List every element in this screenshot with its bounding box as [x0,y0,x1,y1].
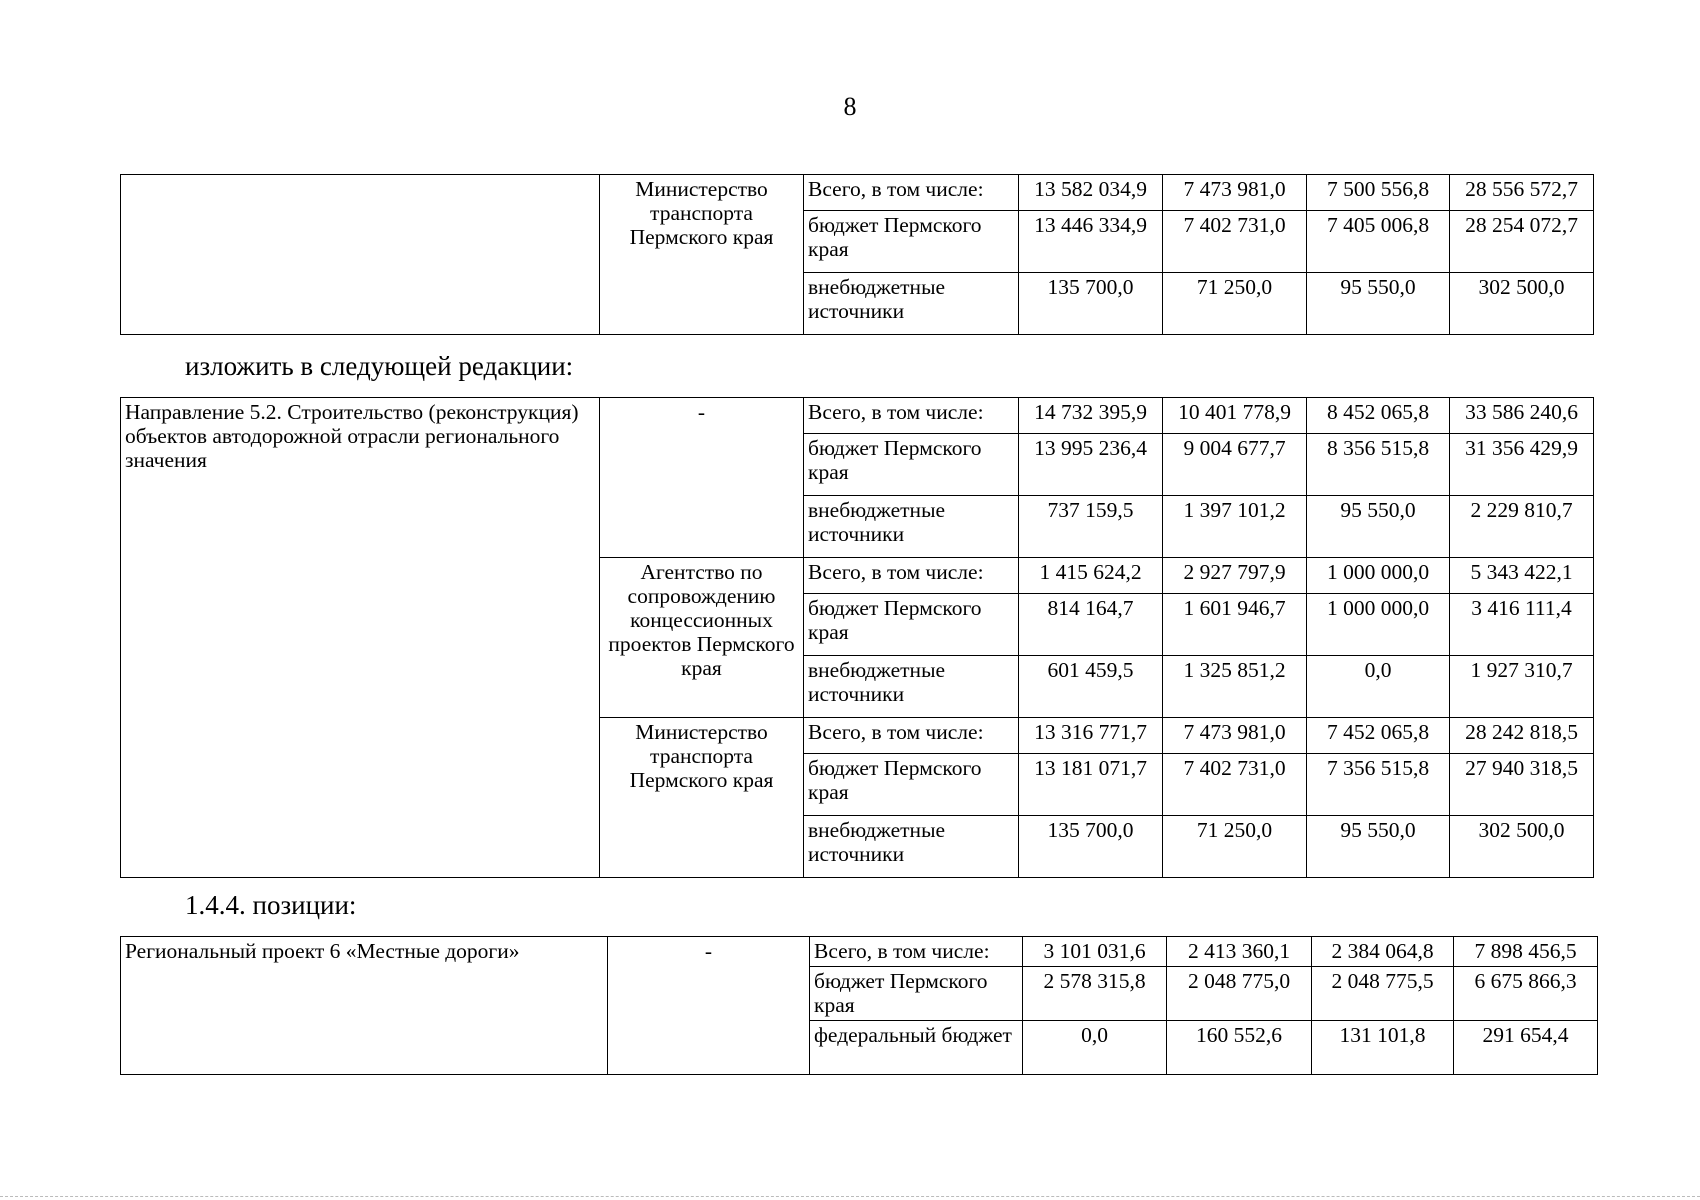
value-cell: 302 500,0 [1450,273,1594,335]
value-cell: 5 343 422,1 [1450,558,1594,594]
value-cell: 28 242 818,5 [1450,718,1594,754]
value-cell: 135 700,0 [1019,816,1163,878]
executor-cell: Министерство транспорта Пермского края [600,718,804,878]
source-cell: внебюджетные источники [804,816,1019,878]
scan-edge-line [0,1196,1700,1198]
value-cell: 160 552,6 [1167,1021,1312,1075]
source-cell: Всего, в том числе: [804,398,1019,434]
value-cell: 1 325 851,2 [1163,656,1307,718]
value-cell: 302 500,0 [1450,816,1594,878]
value-cell: 1 415 624,2 [1019,558,1163,594]
source-cell: Всего, в том числе: [804,718,1019,754]
value-cell: 28 556 572,7 [1450,175,1594,211]
value-cell: 13 582 034,9 [1019,175,1163,211]
source-cell: бюджет Пермского края [804,211,1019,273]
value-cell: 10 401 778,9 [1163,398,1307,434]
table-transport-ministry-old [120,174,1594,335]
value-cell: 131 101,8 [1312,1021,1454,1075]
value-cell: 2 048 775,5 [1312,967,1454,1021]
value-cell: 27 940 318,5 [1450,754,1594,816]
value-cell: 814 164,7 [1019,594,1163,656]
table-row [121,398,1594,434]
value-cell: 7 452 065,8 [1307,718,1450,754]
value-cell: 0,0 [1307,656,1450,718]
value-cell: 95 550,0 [1307,273,1450,335]
value-cell: 7 356 515,8 [1307,754,1450,816]
value-cell: 1 000 000,0 [1307,594,1450,656]
value-cell: 6 675 866,3 [1454,967,1598,1021]
executor-cell: Министерство транспорта Пермского края [600,175,804,335]
value-cell: 7 402 731,0 [1163,211,1307,273]
value-cell: 3 101 031,6 [1023,937,1167,967]
paragraph-new-edition: изложить в следующей редакции: [185,351,574,381]
value-cell: 71 250,0 [1163,816,1307,878]
executor-cell: - [608,937,810,1075]
value-cell: 601 459,5 [1019,656,1163,718]
value-cell: 28 254 072,7 [1450,211,1594,273]
table-row [121,937,1598,967]
source-cell: бюджет Пермского края [804,434,1019,496]
value-cell: 31 356 429,9 [1450,434,1594,496]
paragraph-positions: 1.4.4. позиции: [185,890,357,920]
value-cell: 2 927 797,9 [1163,558,1307,594]
source-cell: бюджет Пермского края [804,594,1019,656]
value-cell: 2 578 315,8 [1023,967,1167,1021]
value-cell: 9 004 677,7 [1163,434,1307,496]
value-cell: 0,0 [1023,1021,1167,1075]
value-cell: 2 229 810,7 [1450,496,1594,558]
value-cell: 7 473 981,0 [1163,718,1307,754]
value-cell: 2 384 064,8 [1312,937,1454,967]
executor-cell: - [600,398,804,558]
value-cell: 7 402 731,0 [1163,754,1307,816]
value-cell: 13 995 236,4 [1019,434,1163,496]
value-cell: 8 356 515,8 [1307,434,1450,496]
value-cell: 1 927 310,7 [1450,656,1594,718]
value-cell: 14 732 395,9 [1019,398,1163,434]
source-cell: внебюджетные источники [804,656,1019,718]
value-cell: 13 316 771,7 [1019,718,1163,754]
value-cell: 13 181 071,7 [1019,754,1163,816]
value-cell: 2 048 775,0 [1167,967,1312,1021]
value-cell: 1 601 946,7 [1163,594,1307,656]
table-row [121,175,1594,211]
value-cell: 95 550,0 [1307,816,1450,878]
source-cell: федеральный бюджет [810,1021,1023,1075]
value-cell: 1 397 101,2 [1163,496,1307,558]
source-cell: Всего, в том числе: [804,558,1019,594]
value-cell: 135 700,0 [1019,273,1163,335]
value-cell: 7 405 006,8 [1307,211,1450,273]
project-name-cell: Региональный проект 6 «Местные дороги» [121,937,608,1075]
source-cell: бюджет Пермского края [810,967,1023,1021]
value-cell: 3 416 111,4 [1450,594,1594,656]
source-cell: Всего, в том числе: [804,175,1019,211]
source-cell: внебюджетные источники [804,496,1019,558]
value-cell: 7 500 556,8 [1307,175,1450,211]
value-cell: 71 250,0 [1163,273,1307,335]
value-cell: 13 446 334,9 [1019,211,1163,273]
executor-cell: Агентство по сопровождению концессионных проектов Пермского края [600,558,804,718]
value-cell: 7 898 456,5 [1454,937,1598,967]
page-number: 8 [843,92,857,121]
value-cell: 7 473 981,0 [1163,175,1307,211]
table-direction-5-2 [120,397,1594,878]
value-cell: 8 452 065,8 [1307,398,1450,434]
table-regional-project-6 [120,936,1598,1075]
value-cell: 95 550,0 [1307,496,1450,558]
source-cell: внебюджетные источники [804,273,1019,335]
value-cell: 291 654,4 [1454,1021,1598,1075]
name-cell-empty [121,175,600,335]
direction-name-cell: Направление 5.2. Строительство (реконструкция) объектов автодорожной отрасли регионального значения [121,398,600,878]
value-cell: 1 000 000,0 [1307,558,1450,594]
value-cell: 2 413 360,1 [1167,937,1312,967]
value-cell: 33 586 240,6 [1450,398,1594,434]
source-cell: Всего, в том числе: [810,937,1023,967]
source-cell: бюджет Пермского края [804,754,1019,816]
value-cell: 737 159,5 [1019,496,1163,558]
